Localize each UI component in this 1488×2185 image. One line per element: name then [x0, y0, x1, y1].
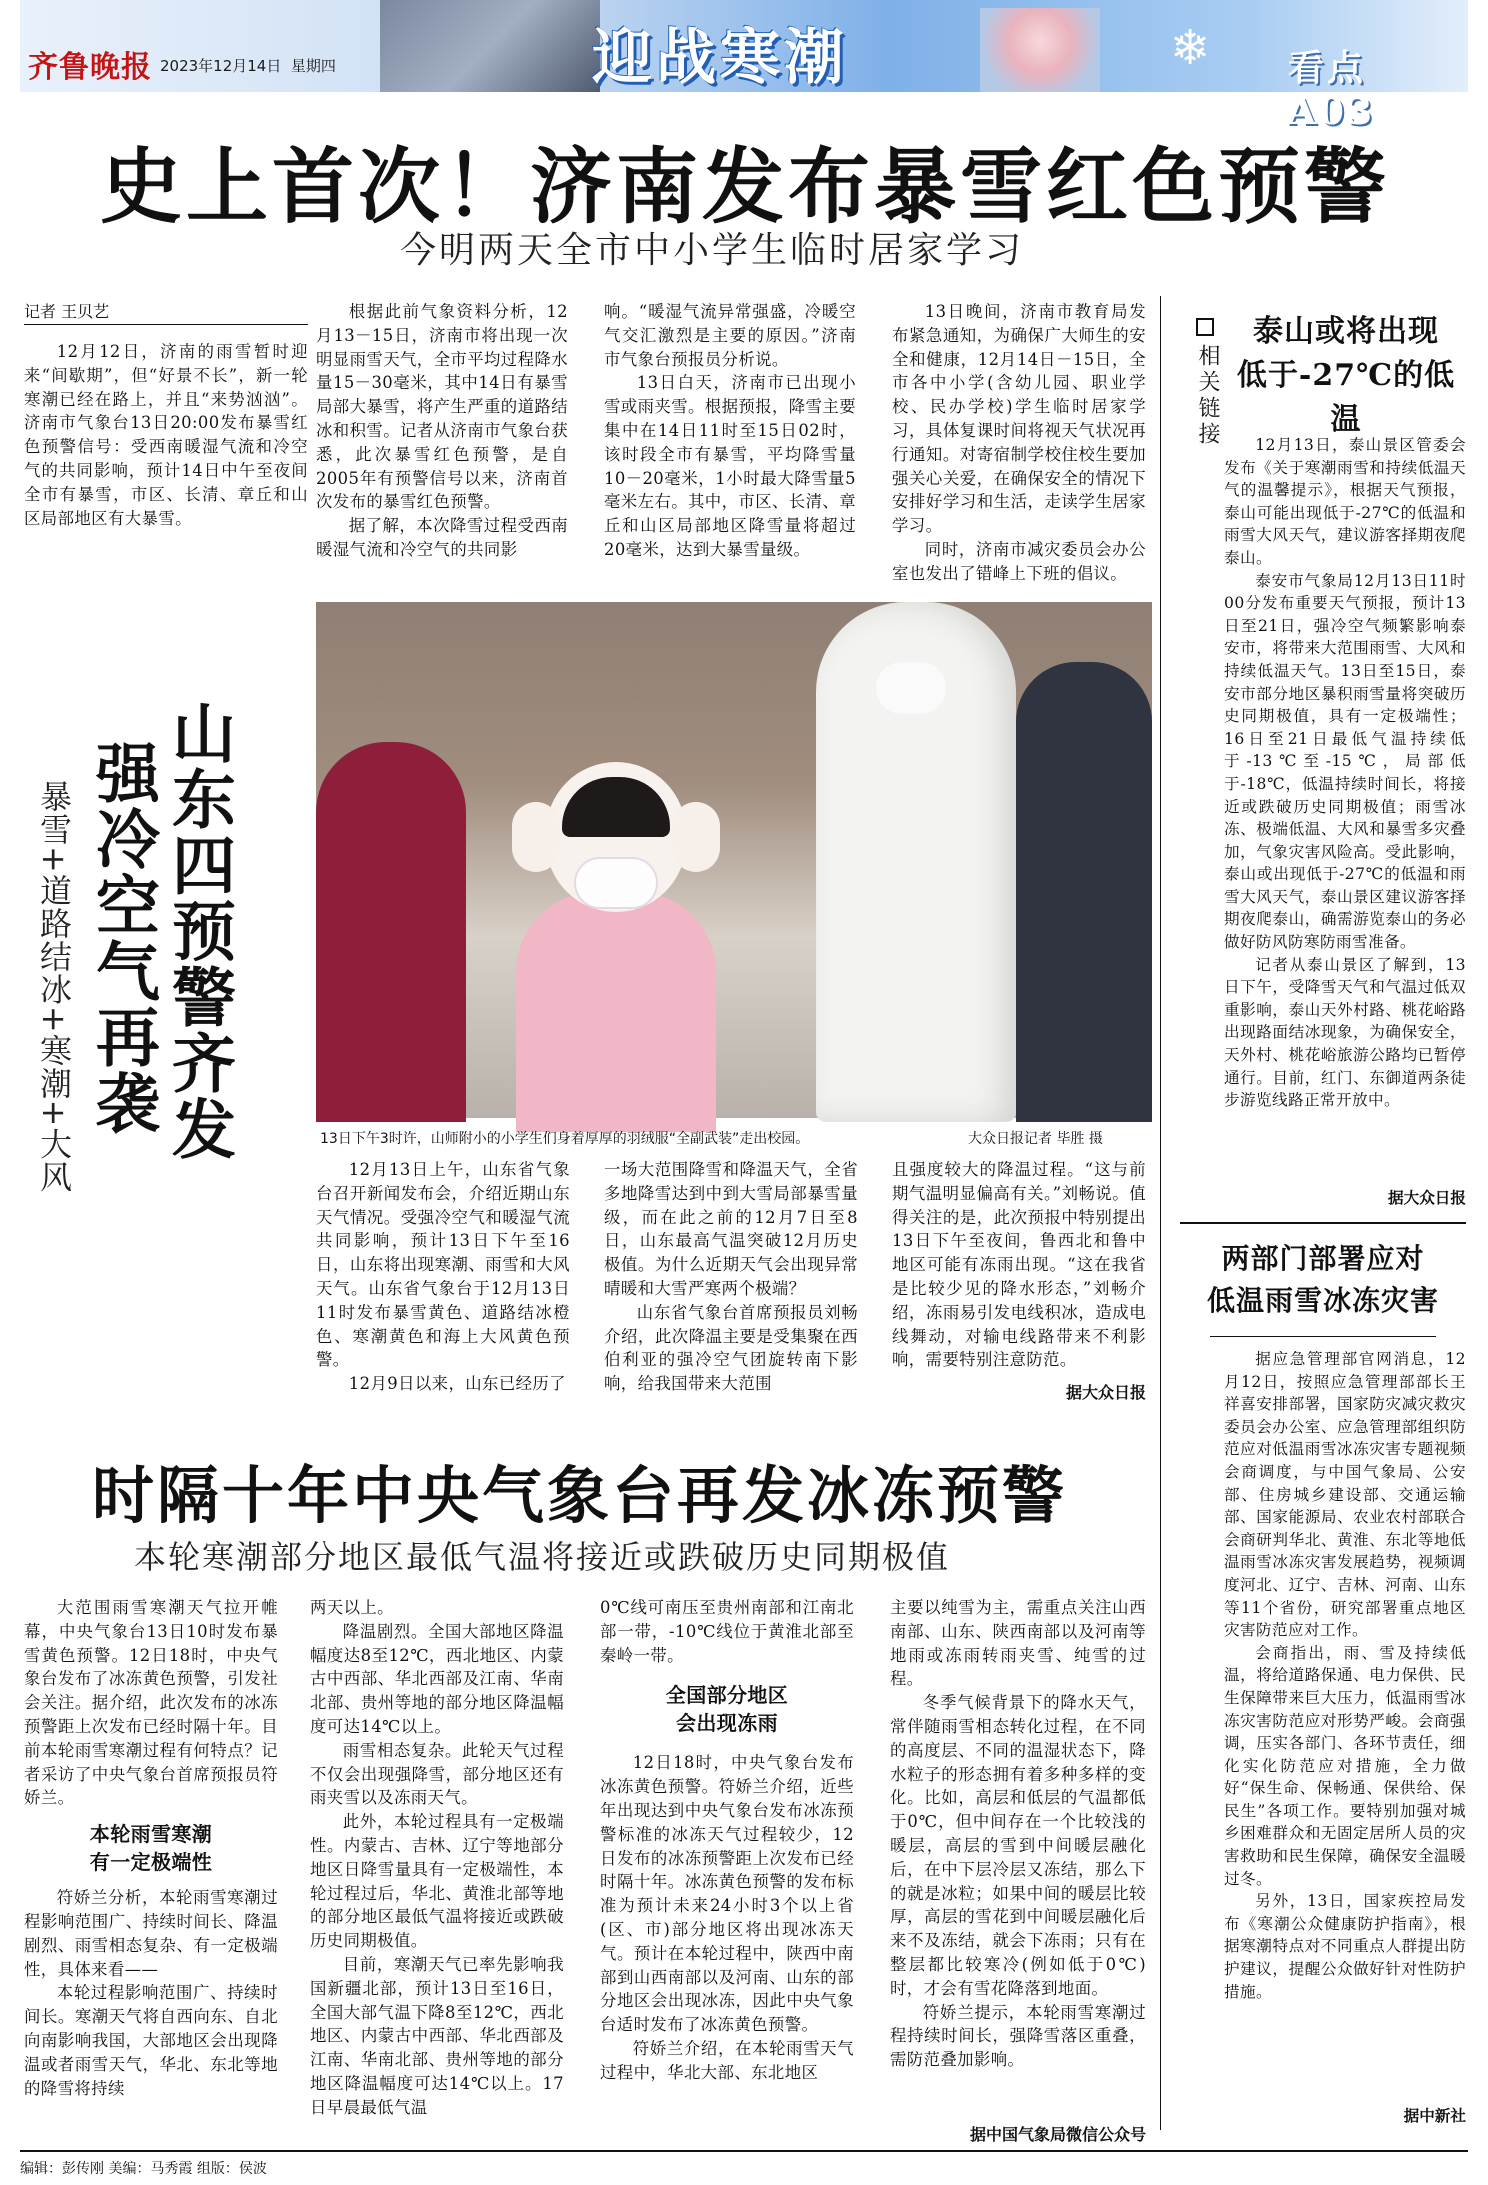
response-headline — [1180, 1238, 1466, 1322]
national-subhead-freezing-rain: 全国部分地区 会出现冻雨 — [665, 1683, 789, 1736]
feature-column-2 — [604, 1158, 858, 1406]
national-column-3 — [600, 1596, 854, 2144]
taishan-paragraph: 12月13日，泰山景区管委会发布《关于寒潮雨雪和持续低温天气的温馨提示》，根据天气预报，泰山可能出现低于-27℃的低温和雨雪大风天气，建议游客择期夜爬泰山。 — [1224, 436, 1466, 567]
national-paragraph: 符娇兰介绍，在本轮雨雪天气过程中，华北大部、东北地区 — [600, 2038, 854, 2082]
banner-title: 迎战寒潮 — [592, 23, 848, 93]
feature-source: 据大众日报 — [1065, 1383, 1146, 1402]
response-paragraph: 另外，13日，国家疾控局发布《寒潮公众健康防护指南》，根据寒潮特点对不同重点人群提出防护建议，提醒公众做好针对性防护措施。 — [1224, 1892, 1466, 2001]
photo-child-mask — [574, 857, 658, 909]
related-box-icon — [1196, 318, 1214, 336]
masthead-banner — [20, 0, 1468, 133]
dateline — [160, 55, 336, 76]
response-source: 据中新社 — [1403, 2106, 1466, 2125]
newspaper-logo: 齐鲁晚报 — [28, 50, 152, 85]
lead-paragraph: 根据此前气象资料分析，12月13－15日，济南市将出现一次明显雨雪天气，全市平均过程降水量15－30毫米，其中14日有暴雪局部大暴雪，将产生严重的道路结冰和积雪。记者从济南市气象台获悉，此次暴雪红色预警，是自2005年有预警信号以来，济南首次发布的暴雪红色预警。 — [316, 302, 568, 512]
photo-earmuff-right — [672, 802, 720, 872]
feature-paragraph: 山东省气象台首席预报员刘畅介绍，此次降温主要是受集聚在西伯利亚的强冷空气团旋转南下影响，给我国带来大范围 — [604, 1302, 858, 1394]
response-headline-line2: 低温雨雪冰冻灾害 — [1206, 1284, 1439, 1317]
photo-figure-right — [1016, 662, 1152, 1122]
feature-headline-line2: 强冷空气再袭 — [85, 740, 160, 1136]
response-paragraph: 会商指出，雨、雪及持续低温，将给道路保通、电力保供、民生保障带来巨大压力，低温雨雪冰冻灾害防范应对形势严峻。会商强调，压实各部门、各环节责任，细化实化防范应对措施，全力做好“保生命、保畅通、保供给、保民生”各项工作。要特别加强对城乡困难群众和无固定居所人员的灾害救助和民生保障，确保安全温暖过冬。 — [1224, 1643, 1466, 1888]
photo-credit: 大众日报记者 毕胜 摄 — [968, 1131, 1103, 1147]
issue-weekday: 星期四 — [290, 57, 336, 75]
feature-headline-line1: 山东四预警齐发 — [161, 700, 236, 1162]
page-number: A03 — [1288, 91, 1376, 133]
taishan-headline — [1226, 310, 1466, 442]
lead-byline: 记者 王贝艺 — [24, 299, 308, 325]
national-paragraph: 目前，寒潮天气已率先影响我国新疆北部，预计13日至16日，全国大部气温下降8至12℃，西北地区、内蒙古中西部、华北西部及江南、华南北部、贵州等地的部分地区降温幅度可达14℃以上。17日早晨最低气温 — [310, 1954, 564, 2117]
feature-subtitle: 暴雪+道路结冰+寒潮+大风 — [35, 780, 73, 1194]
national-column-4 — [890, 1596, 1146, 2122]
lead-paragraph: 据了解，本次降雪过程受西南暖湿气流和冷空气的共同影 — [316, 516, 568, 559]
feature-column-1 — [316, 1158, 570, 1406]
feature-paragraph: 12月13日上午，山东省气象台召开新闻发布会，介绍近期山东天气情况。受强冷空气和暖湿气流共同影响，预计13日下午至16日，山东将出现寒潮、雨雪和大风天气。山东省气象台于12月13日11时发布暴雪黄色、道路结冰橙色、寒潮黄色和海上大风黄色预警。 — [316, 1160, 570, 1370]
taishan-paragraph: 泰安市气象局12月13日11时00分发布重要天气预报，预计13日至21日，强冷空气频繁影响泰安市，将带来大范围雨雪、大风和持续低温天气。13日至15日，泰安市部分地区暴积雨雪量将突破历史同期极值，具有一定极端性；16日至21日最低气温持续低于-13℃至-15℃，局部低于-18℃，低温持续时间长，将接近或跌破历史同期极值；雨雪冰冻、极端低温、大风和暴雪多灾叠加，气象灾害风险高。受此影响，泰山或出现低于-27℃的低温和雨雪大风天气，泰山景区建议游客择期夜爬泰山，确需游览泰山的务必做好防风防寒防雨雪准备。 — [1224, 571, 1466, 952]
issue-date: 2023年12月14日 — [160, 57, 282, 75]
national-paragraph: 符娇兰提示，本轮雨雪寒潮过程持续时间长，强降雪落区重叠，需防范叠加影响。 — [890, 2002, 1146, 2070]
page-section — [1288, 40, 1468, 133]
sidebar-rule — [1180, 1222, 1466, 1224]
national-subhead: 本轮寒潮部分地区最低气温将接近或跌破历史同期极值 — [134, 1538, 951, 1576]
taishan-paragraph: 记者从泰山景区了解到，13日下午，受降雪天气和气温过低双重影响，泰山天外村路、桃花峪路出现路面结冰现象，为确保安全，天外村、桃花峪旅游公路均已暂停通行。目前，红门、东御道两条徒步游览线路正常开放中。 — [1224, 955, 1466, 1110]
national-paragraph: 12日18时，中央气象台发布冰冻黄色预警。符娇兰介绍，近些年出现达到中央气象台发布冰冻预警标准的冰冻天气过程较少，12日发布的冰冻预警距上次发布已经时隔十年。冰冻黄色预警的发布标准为预计未来24小时3个以上省(区、市)部分地区将出现冰冻天气。预计在本轮过程中，陕西中南部到山西南部以及河南、山东的部分地区会出现冰冻，因此中央气象台适时发布了冰冻黄色预警。 — [600, 1753, 854, 2035]
photo-earmuff-left — [512, 802, 560, 872]
lead-column-3 — [604, 300, 856, 592]
response-paragraph: 据应急管理部官网消息，12月12日，按照应急管理部部长王祥喜安排部署，国家防灾减灾救灾委员会办公室、应急管理部组织防范应对低温雨雪冰冻灾害专题视频会商调度，与中国气象局、公安部、住房城乡建设部、交通运输部、国家能源局、农业农村部联合会商研判华北、黄淮、东北等地低温雨雪冰冻灾害发展趋势，视频调度河北、辽宁、吉林、河南、山东等11个省份，研究部署重点地区灾害防范应对工作。 — [1224, 1350, 1466, 1640]
taishan-source: 据大众日报 — [1388, 1188, 1466, 1207]
feature-paragraph: 12月9日以来，山东已经历了 — [348, 1374, 566, 1394]
banner-child-photo — [980, 8, 1100, 92]
national-paragraph: 此外，本轮过程具有一定极端性。内蒙古、吉林、辽宁等地部分地区日降雪量具有一定极端性，本轮过程过后，华北、黄淮北部等地的部分地区最低气温将接近或跌破历史同期极值。 — [310, 1812, 564, 1951]
taishan-body — [1224, 434, 1466, 1186]
footer-rule — [20, 2150, 1468, 2152]
taishan-headline-line2: 低于-27℃的低温 — [1236, 358, 1456, 437]
photo-pink-coat — [516, 892, 716, 1132]
feature-paragraph: 且强度较大的降温过程。“这与前期气温明显偏高有关。”刘畅说。值得关注的是，此次预报中特别提出13日下午至夜间，鲁西北和鲁中地区可能有冻雨出现。“这在我省是比较少见的降水形态，”刘畅介绍，冻雨易引发电线积冰，造成电线舞动，对输电线路带来不利影响，需要特别注意防范。 — [892, 1160, 1146, 1370]
lead-column-2 — [316, 300, 568, 592]
lead-headline: 史上首次！济南发布暴雪红色预警 — [100, 139, 1391, 235]
national-paragraph: 冬季气候背景下的降水天气，常伴随雨雪相态转化过程，在不同的高度层、不同的温湿状态下，降水粒子的形态拥有着多种多样的变化。比如，高层和低层的气温都低于0℃，但中间存在一个比较浅的暖层，高层的雪到中间暖层融化后，在中下层冷层又冻结，那么下的就是冰粒；如果中间的暖层比较厚，高层的雪花到中间暖层融化后来不及冻结，就会下冻雨；只有在整层都比较寒冷(例如低于0℃)时，才会有雪花降落到地面。 — [890, 1693, 1146, 1998]
lead-paragraph: 12月12日，济南的雨雪暂时迎来“间歇期”，但“好景不长”，新一轮寒潮已经在路上，并且“来势汹汹”。济南市气象台13日20:00发布暴雪红色预警信号：受西南暖湿气流和冷空气的共同影响，预计14日中午至夜间全市有暴雪，市区、长清、章丘和山区局部地区有大暴雪。 — [24, 342, 308, 528]
national-column-1 — [24, 1596, 278, 2144]
lead-paragraph: 13日白天，济南市已出现小雪或雨夹雪。根据预报，降雪主要集中在14日11时至15日02时，该时段全市有暴雪，平均降雪量10－20毫米，1小时最大降雪量5毫米左右。其中，市区、长清、章丘和山区局部地区降雪量将超过20毫米，达到大暴雪量级。 — [604, 373, 856, 559]
national-paragraph: 两天以上。 — [310, 1598, 394, 1617]
response-headline-line1: 两部门部署应对 — [1221, 1242, 1425, 1275]
taishan-headline-line1: 泰山或将出现 — [1253, 314, 1439, 349]
lead-paragraph: 同时，济南市减灾委员会办公室也发出了错峰上下班的倡议。 — [892, 539, 1146, 583]
national-headline: 时隔十年中央气象台再发冰冻预警 — [92, 1459, 1068, 1532]
snowflake-icon: ❄ — [1170, 20, 1211, 76]
national-paragraph: 主要以纯雪为主，需重点关注山西南部、山东、陕西南部以及河南等地雨或冻雨转雨夹雪、纯雪的过程。 — [890, 1598, 1146, 1689]
response-body — [1224, 1348, 1466, 2100]
national-paragraph: 符娇兰分析，本轮雨雪寒潮过程影响范围广、持续时间长、降温剧烈、雨雪相态复杂、有一定极端性，具体来看—— — [24, 1888, 278, 1979]
national-paragraph: 0℃线可南压至贵州南部和江南北部一带，-10℃线位于黄淮北部至秦岭一带。 — [600, 1598, 854, 1665]
banner-street-photo — [380, 0, 600, 92]
national-subhead-extreme: 本轮雨雪寒潮 有一定极端性 — [89, 1822, 213, 1875]
lead-column-4 — [892, 300, 1146, 592]
national-paragraph: 本轮过程影响范围广、持续时间长。寒潮天气将自西向东、自北向南影响我国，大部地区会出现降温或者雨雪天气，华北、东北等地的降雪将持续 — [24, 1983, 278, 2098]
section-name: 看点 — [1288, 47, 1367, 89]
lead-paragraph: 13日晚间，济南市教育局发布紧急通知，为确保广大师生的安全和健康，12月14日－15日，全市各中小学(含幼儿园、职业学校、民办学校)学生临时居家学习，具体复课时间将视天气状况再行通知。对寄宿制学校住校生要加强关心关爱，在确保安全的情况下安排好学习和生活，走读学生居家学习。 — [892, 302, 1146, 536]
lead-column-1 — [24, 340, 308, 592]
footer-credits: 编辑：彭传刚 美编：马秀霞 组版：侯波 — [20, 2161, 267, 2177]
national-column-2 — [310, 1596, 564, 2144]
feature-column-3 — [892, 1158, 1146, 1382]
feature-paragraph: 一场大范围降雪和降温天气，全省多地降雪达到中到大雪局部暴雪量级，而在此之前的12月7日至8日，山东最高气温突破12月历史极值。为什么近期天气会出现异常晴暖和大雪严寒两个极端？ — [604, 1160, 858, 1298]
national-paragraph: 雨雪相态复杂。此轮天气过程不仅会出现强降雪，部分地区还有雨夹雪以及冻雨天气。 — [310, 1740, 564, 1808]
national-source: 据中国气象局微信公众号 — [969, 2125, 1146, 2144]
photo-figure-left — [316, 742, 466, 1122]
lead-subhead: 今明两天全市中小学生临时居家学习 — [400, 230, 1025, 271]
photo-mask-adult — [876, 662, 946, 714]
sidebar-rule — [1210, 1336, 1436, 1337]
related-links-label: 相关链接 — [1195, 344, 1220, 448]
lead-paragraph: 响。“暖湿气流异常强盛，冷暖空气交汇激烈是主要的原因。”济南市气象台预报员分析说。 — [604, 302, 856, 369]
national-paragraph: 降温剧烈。全国大部地区降温幅度达8至12℃，西北地区、内蒙古中西部、华北西部及江南、华南北部、贵州等地的部分地区降温幅度可达14℃以上。 — [310, 1621, 564, 1736]
sidebar-divider — [1160, 296, 1161, 2130]
national-paragraph: 大范围雨雪寒潮天气拉开帷幕，中央气象台13日10时发布暴雪黄色预警。12日18时，中央气象台发布了冰冻黄色预警，引发社会关注。据介绍，此次发布的冰冻预警距上次发布已经时隔十年。目前本轮雨雪寒潮过程有何特点？记者采访了中央气象台首席预报员符娇兰。 — [24, 1598, 278, 1808]
students-photo — [316, 602, 1152, 1118]
photo-caption: 13日下午3时许，山师附小的小学生们身着厚厚的羽绒服“全副武装”走出校园。 — [320, 1131, 810, 1147]
